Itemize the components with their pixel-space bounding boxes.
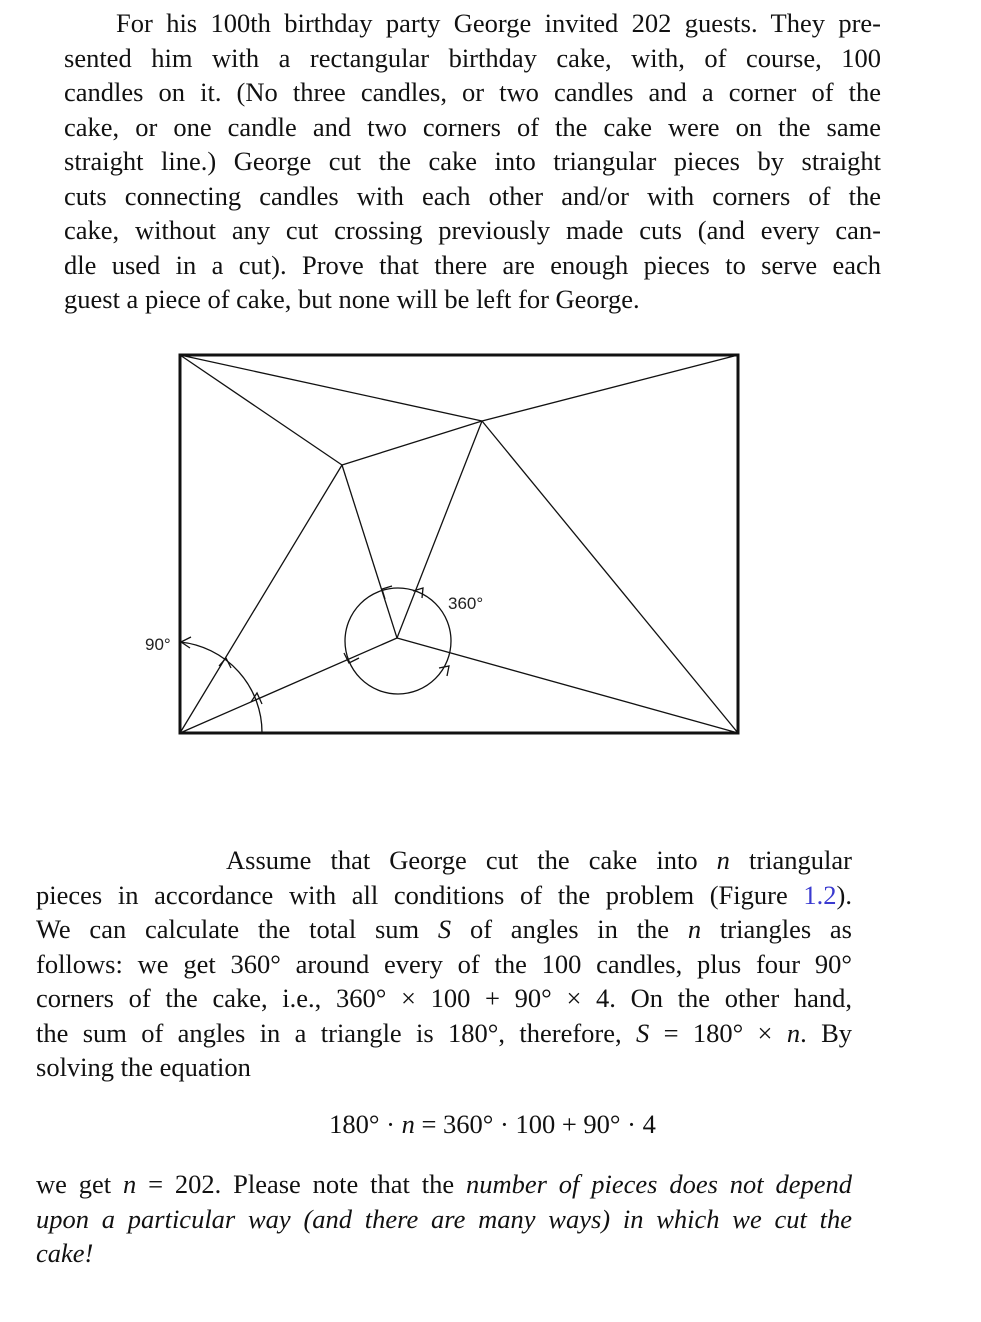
conclusion-line bbox=[36, 1167, 852, 1202]
math-var: n bbox=[716, 845, 730, 875]
text-run: pieces in accordance with all conditions of the problem (Figure bbox=[36, 879, 804, 910]
text-run: We can calculate the total sum bbox=[36, 914, 438, 944]
problem-line: sented him with a rectangular birthday cake, with, of course, 100 bbox=[64, 42, 881, 73]
text-run: the sum of angles in a triangle is 180°, therefore, bbox=[36, 1017, 636, 1048]
solution-paragraph bbox=[36, 843, 852, 1085]
math-var: n bbox=[122, 1169, 137, 1199]
cut-line bbox=[397, 638, 738, 733]
solution-line: solving the equation bbox=[36, 1052, 251, 1082]
text-run: of angles in the bbox=[451, 914, 688, 944]
text-run: triangles as bbox=[701, 914, 852, 944]
cut-line bbox=[342, 465, 397, 638]
problem-line: candles on it. (No three candles, or two candles and a corner of the bbox=[64, 77, 881, 107]
text-run: . By bbox=[800, 1017, 852, 1048]
corner-angle-arc bbox=[180, 642, 262, 733]
solution-line bbox=[36, 843, 852, 878]
corner-angle-label: 90° bbox=[145, 635, 171, 654]
cake-figure bbox=[130, 340, 770, 750]
text-run: Assume that George cut the cake into bbox=[226, 845, 717, 875]
cut-line bbox=[482, 355, 738, 421]
candle-angle-arrows bbox=[344, 586, 449, 676]
text-run: = 202. Please note that the bbox=[136, 1169, 466, 1199]
cake-cuts bbox=[180, 355, 738, 733]
math-var: n bbox=[401, 1109, 415, 1139]
figure-reference-link[interactable]: 1.2 bbox=[803, 879, 837, 910]
solution-line bbox=[36, 878, 852, 913]
corner-angle-arrows bbox=[181, 637, 262, 704]
problem-line: straight line.) George cut the cake into triangular pieces by straight bbox=[64, 146, 881, 176]
display-equation bbox=[0, 1107, 981, 1142]
problem-line: cake, without any cut crossing previously made cuts (and every can- bbox=[64, 215, 881, 245]
solution-line: follows: we get 360° around every of the 100 candles, plus four 90° bbox=[36, 948, 852, 979]
arrow-mark bbox=[439, 666, 449, 676]
math-var: S bbox=[635, 1017, 650, 1048]
math-var: S bbox=[437, 914, 452, 944]
conclusion-line: cake! bbox=[36, 1238, 94, 1268]
text-run: we get bbox=[36, 1169, 123, 1199]
candle-angle-circle bbox=[345, 588, 451, 694]
conclusion-paragraph bbox=[36, 1167, 852, 1271]
cut-line bbox=[180, 355, 342, 465]
text-run: = 180° × bbox=[649, 1017, 787, 1048]
candle-angle-label: 360° bbox=[448, 594, 484, 613]
text-run: 180° · bbox=[329, 1109, 402, 1139]
text-run: = 360° · 100 + 90° · 4 bbox=[414, 1109, 656, 1139]
math-var: n bbox=[786, 1017, 801, 1048]
problem-line: guest a piece of cake, but none will be left for George. bbox=[64, 284, 640, 314]
cut-line bbox=[180, 465, 342, 733]
problem-line: cake, or one candle and two corners of the cake were on the same bbox=[64, 111, 881, 142]
solution-line bbox=[36, 1016, 852, 1051]
emphasis-text: number of pieces does not depend bbox=[465, 1169, 852, 1199]
conclusion-line: upon a particular way (and there are many ways) in which we cut the bbox=[36, 1203, 852, 1234]
text-run: triangular bbox=[729, 845, 852, 875]
cut-line bbox=[342, 421, 482, 465]
math-var: n bbox=[687, 914, 702, 944]
solution-line: corners of the cake, i.e., 360° × 100 + 90° × 4. On the other hand, bbox=[36, 983, 852, 1013]
problem-line: dle used in a cut). Prove that there are enough pieces to serve each bbox=[64, 249, 881, 280]
problem-line: For his 100th birthday party George invited 202 guests. They pre- bbox=[116, 8, 881, 38]
problem-line: cuts connecting candles with each other and/or with corners of the bbox=[64, 180, 881, 211]
solution-line bbox=[36, 912, 852, 947]
cut-line bbox=[482, 421, 738, 733]
text-run: ). bbox=[836, 879, 852, 910]
problem-statement bbox=[64, 6, 881, 317]
cut-line bbox=[180, 638, 397, 733]
cut-line bbox=[180, 355, 482, 421]
cake-triangulation-diagram bbox=[130, 340, 770, 750]
